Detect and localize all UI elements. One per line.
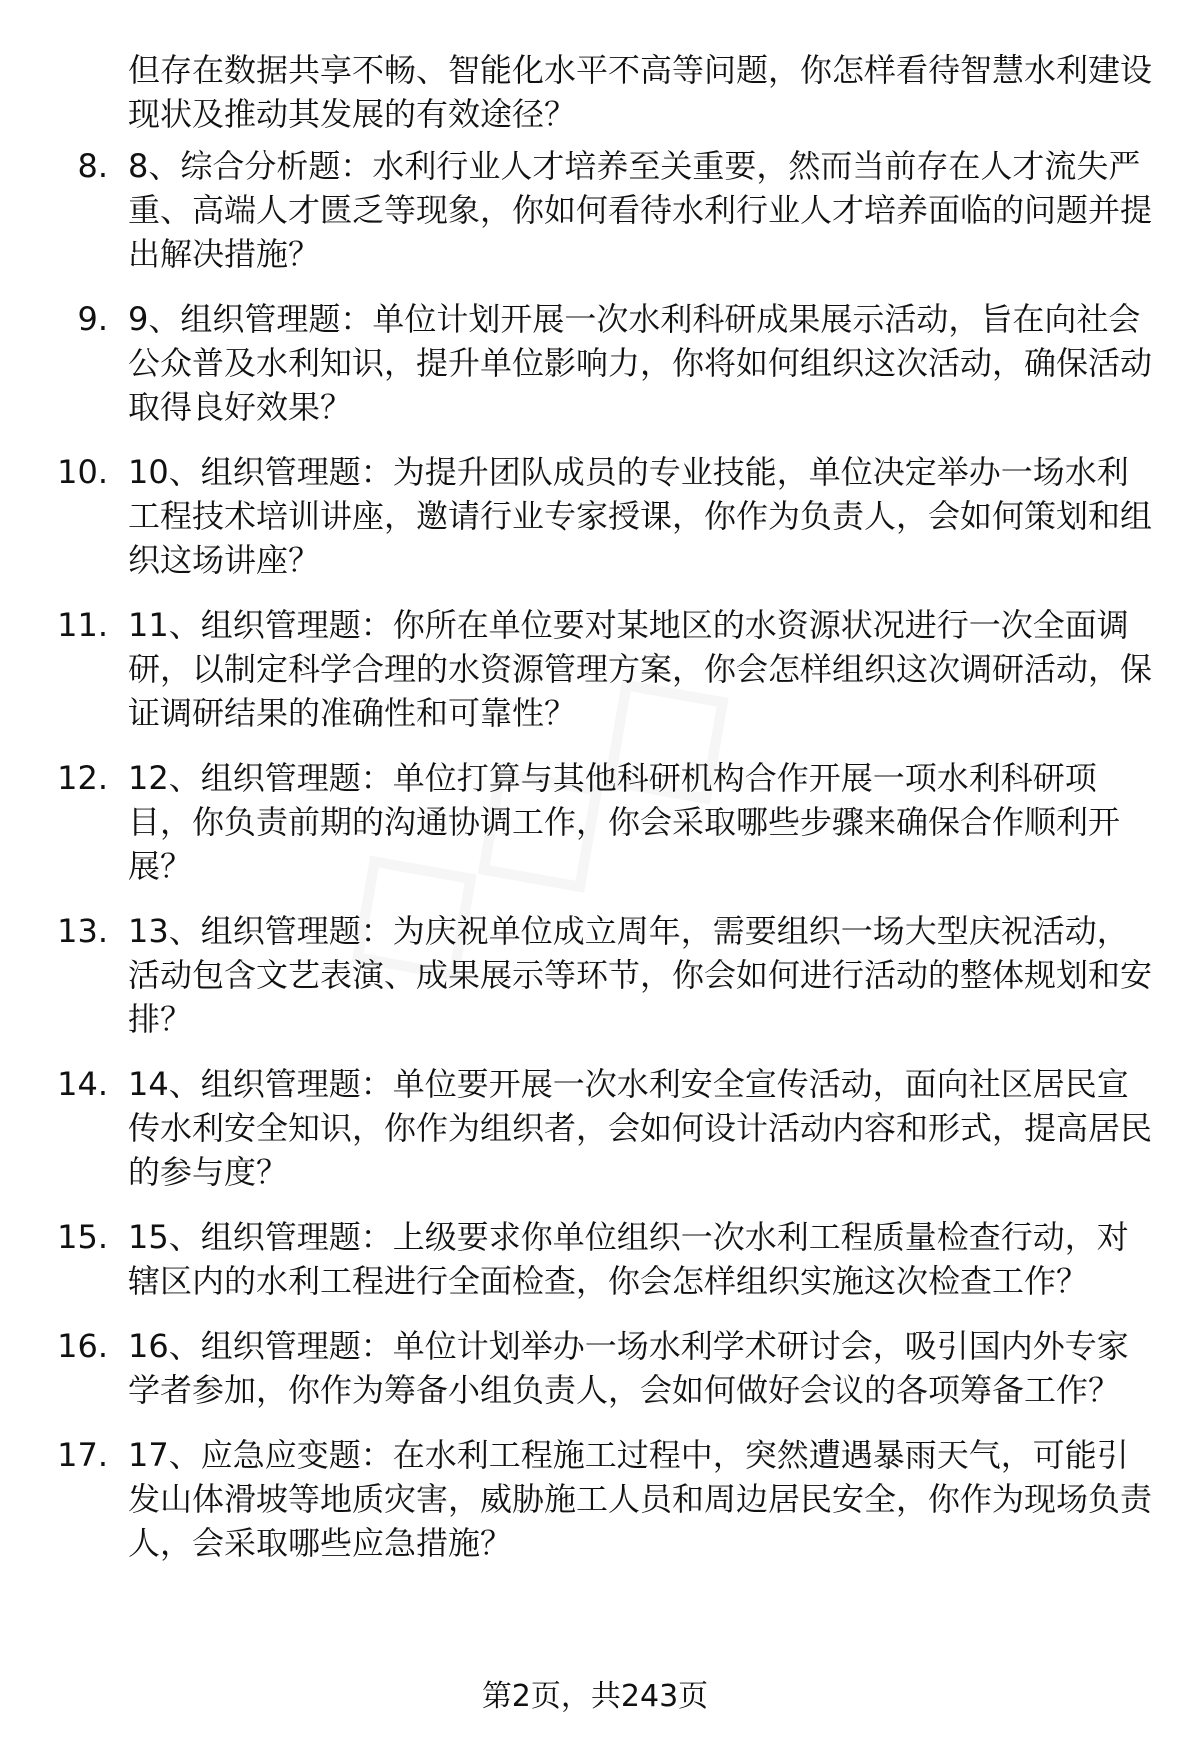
question-text: 15、组织管理题：上级要求你单位组织一次水利工程质量检查行动，对辖区内的水利工程进行全面检查，你会怎样组织实施这次检查工作？ [128,1218,1129,1300]
question-text: 10、组织管理题：为提升团队成员的专业技能，单位决定举办一场水利工程技术培训讲座，邀请行业专家授课，你作为负责人，会如何策划和组织这场讲座？ [128,453,1153,579]
question-text: 17、应急应变题：在水利工程施工过程中，突然遭遇暴雨天气，可能引发山体滑坡等地质灾害，威胁施工人员和周边居民安全，你作为现场负责人，会采取哪些应急措施？ [128,1436,1153,1562]
question-text: 9、组织管理题：单位计划开展一次水利科研成果展示活动，旨在向社会公众普及水利知识，提升单位影响力，你将如何组织这次活动，确保活动取得良好效果？ [128,300,1153,426]
question-text: 13、组织管理题：为庆祝单位成立周年，需要组织一场大型庆祝活动，活动包含文艺表演、成果展示等环节，你会如何进行活动的整体规划和安排？ [128,912,1153,1038]
question-number: 13. [57,912,108,950]
question-item [0,909,1190,1041]
question-item [0,297,1190,429]
question-number: 14. [57,1065,108,1103]
question-text: 8、综合分析题：水利行业人才培养至关重要，然而当前存在人才流失严重、高端人才匮乏等现象，你如何看待水利行业人才培养面临的问题并提出解决措施？ [128,147,1153,273]
question-number: 11. [57,606,108,644]
question-list [0,144,1190,1586]
question-item [0,1215,1190,1303]
question-item [0,1324,1190,1412]
question-number: 12. [57,759,108,797]
question-item [0,756,1190,888]
question-item [0,603,1190,735]
question-text: 14、组织管理题：单位要开展一次水利安全宣传活动，面向社区居民宣传水利安全知识，你作为组织者，会如何设计活动内容和形式，提高居民的参与度？ [128,1065,1153,1191]
page-footer: 第2页，共243页 [481,1679,709,1714]
question-number: 17. [57,1436,108,1474]
question-number: 9. [77,300,108,338]
continuation-paragraph: 但存在数据共享不畅、智能化水平不高等问题，你怎样看待智慧水利建设现状及推动其发展的有效途径？ [128,51,1153,133]
question-number: 15. [57,1218,108,1256]
question-number: 16. [57,1327,108,1365]
question-text: 12、组织管理题：单位打算与其他科研机构合作开展一项水利科研项目，你负责前期的沟通协调工作，你会采取哪些步骤来确保合作顺利开展？ [128,759,1121,885]
question-text: 16、组织管理题：单位计划举办一场水利学术研讨会，吸引国内外专家学者参加，你作为筹备小组负责人，会如何做好会议的各项筹备工作？ [128,1327,1129,1409]
question-number: 10. [57,453,108,491]
question-item [0,1062,1190,1194]
question-item [0,1433,1190,1565]
question-text: 11、组织管理题：你所在单位要对某地区的水资源状况进行一次全面调研，以制定科学合理的水资源管理方案，你会怎样组织这次调研活动，保证调研结果的准确性和可靠性？ [128,606,1153,732]
question-item [0,450,1190,582]
question-number: 8. [77,147,108,185]
question-item [0,144,1190,276]
